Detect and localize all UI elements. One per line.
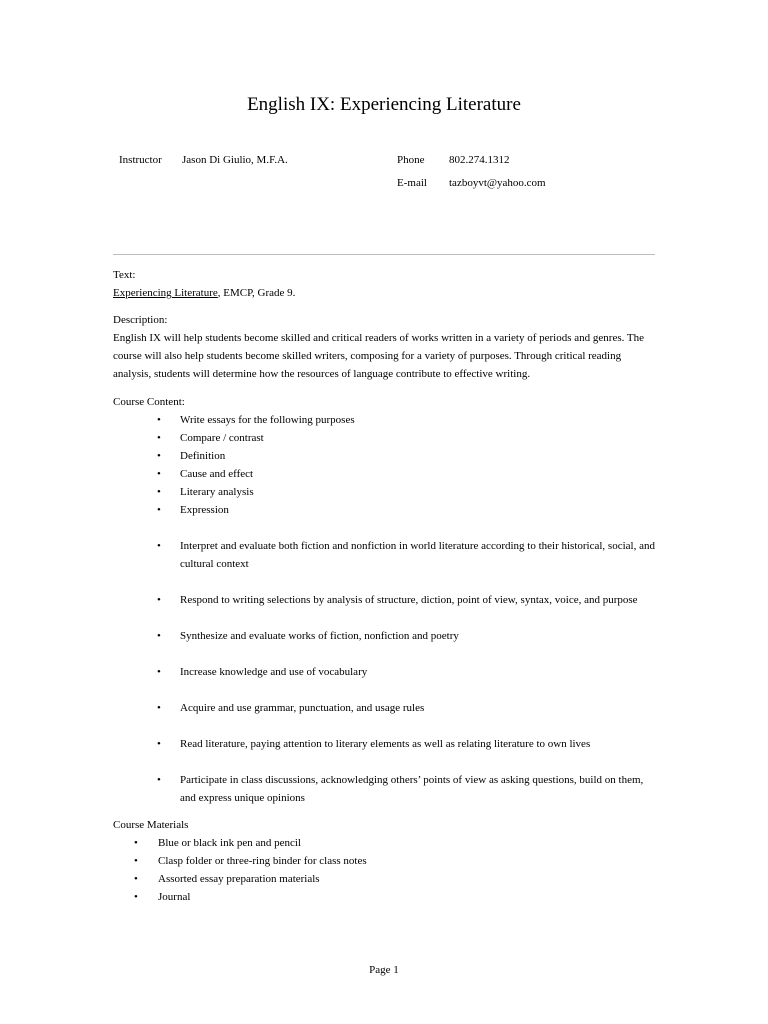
- description-heading: Description:: [113, 314, 168, 326]
- list-item: • Interpret and evaluate both fiction and nonfiction in world literature according to their historical, social, and cultural context: [113, 537, 658, 573]
- bullet-icon: •: [157, 540, 161, 552]
- bullet-icon: •: [157, 774, 161, 786]
- bullet-icon: •: [157, 702, 161, 714]
- course-content-heading: Course Content:: [113, 396, 185, 408]
- list-item: • Increase knowledge and use of vocabulary: [113, 663, 658, 681]
- list-item: • Cause and effect: [113, 465, 658, 483]
- bullet-icon: •: [134, 891, 138, 903]
- bullet-icon: •: [134, 837, 138, 849]
- bullet-icon: •: [134, 855, 138, 867]
- bullet-icon: •: [157, 594, 161, 606]
- email-value: tazboyvt@yahoo.com: [449, 177, 546, 189]
- list-item: • Acquire and use grammar, punctuation, and usage rules: [113, 699, 658, 717]
- bullet-icon: •: [157, 468, 161, 480]
- bullet-icon: •: [157, 450, 161, 462]
- bullet-icon: •: [157, 486, 161, 498]
- book-title: Experiencing Literature: [113, 287, 218, 299]
- bullet-icon: •: [157, 432, 161, 444]
- email-label: E-mail: [397, 177, 427, 189]
- list-item: • Definition: [113, 447, 658, 465]
- text-citation: [113, 284, 658, 302]
- phone-label: Phone: [397, 154, 425, 166]
- page-number: Page 1: [369, 964, 399, 976]
- course-materials-heading: Course Materials: [113, 819, 189, 831]
- list-item: • Respond to writing selections by analysis of structure, diction, point of view, syntax, voice, and purpose: [113, 591, 658, 609]
- bullet-icon: •: [157, 738, 161, 750]
- instructor-label: Instructor: [119, 154, 162, 166]
- list-item: • Expression: [113, 501, 658, 519]
- phone-value: 802.274.1312: [449, 154, 510, 166]
- list-item: • Participate in class discussions, acknowledging others’ points of view as asking questions, build on them, and express unique opinions: [113, 771, 658, 807]
- horizontal-divider: [113, 254, 655, 255]
- list-item: • Clasp folder or three-ring binder for class notes: [113, 852, 658, 870]
- document-title: English IX: Experiencing Literature: [247, 94, 521, 115]
- bullet-icon: •: [157, 666, 161, 678]
- list-item: • Literary analysis: [113, 483, 658, 501]
- bullet-icon: •: [157, 630, 161, 642]
- list-item: • Compare / contrast: [113, 429, 658, 447]
- list-item: • Blue or black ink pen and pencil: [113, 834, 658, 852]
- text-heading: Text:: [113, 269, 136, 281]
- bullet-icon: •: [157, 414, 161, 426]
- list-item: • Assorted essay preparation materials: [113, 870, 658, 888]
- course-materials-list: [113, 834, 658, 906]
- list-item: • Read literature, paying attention to literary elements as well as relating literature to own lives: [113, 735, 658, 753]
- description-body: English IX will help students become skilled and critical readers of works written in a variety of periods and genres. The course will also help students become skilled writers, composing for a variety of purposes. Through critical reading analysis, students will determine how the resources of language contribute to effective writing.: [113, 332, 645, 380]
- document-body: [113, 266, 658, 906]
- list-item: • Write essays for the following purposes: [113, 411, 658, 429]
- book-details: , EMCP, Grade 9.: [217, 287, 296, 299]
- course-content-list: [113, 411, 658, 807]
- list-item: • Synthesize and evaluate works of fiction, nonfiction and poetry: [113, 627, 658, 645]
- list-item: • Journal: [113, 888, 658, 906]
- instructor-name: Jason Di Giulio, M.F.A.: [182, 154, 288, 166]
- bullet-icon: •: [134, 873, 138, 885]
- bullet-icon: •: [157, 504, 161, 516]
